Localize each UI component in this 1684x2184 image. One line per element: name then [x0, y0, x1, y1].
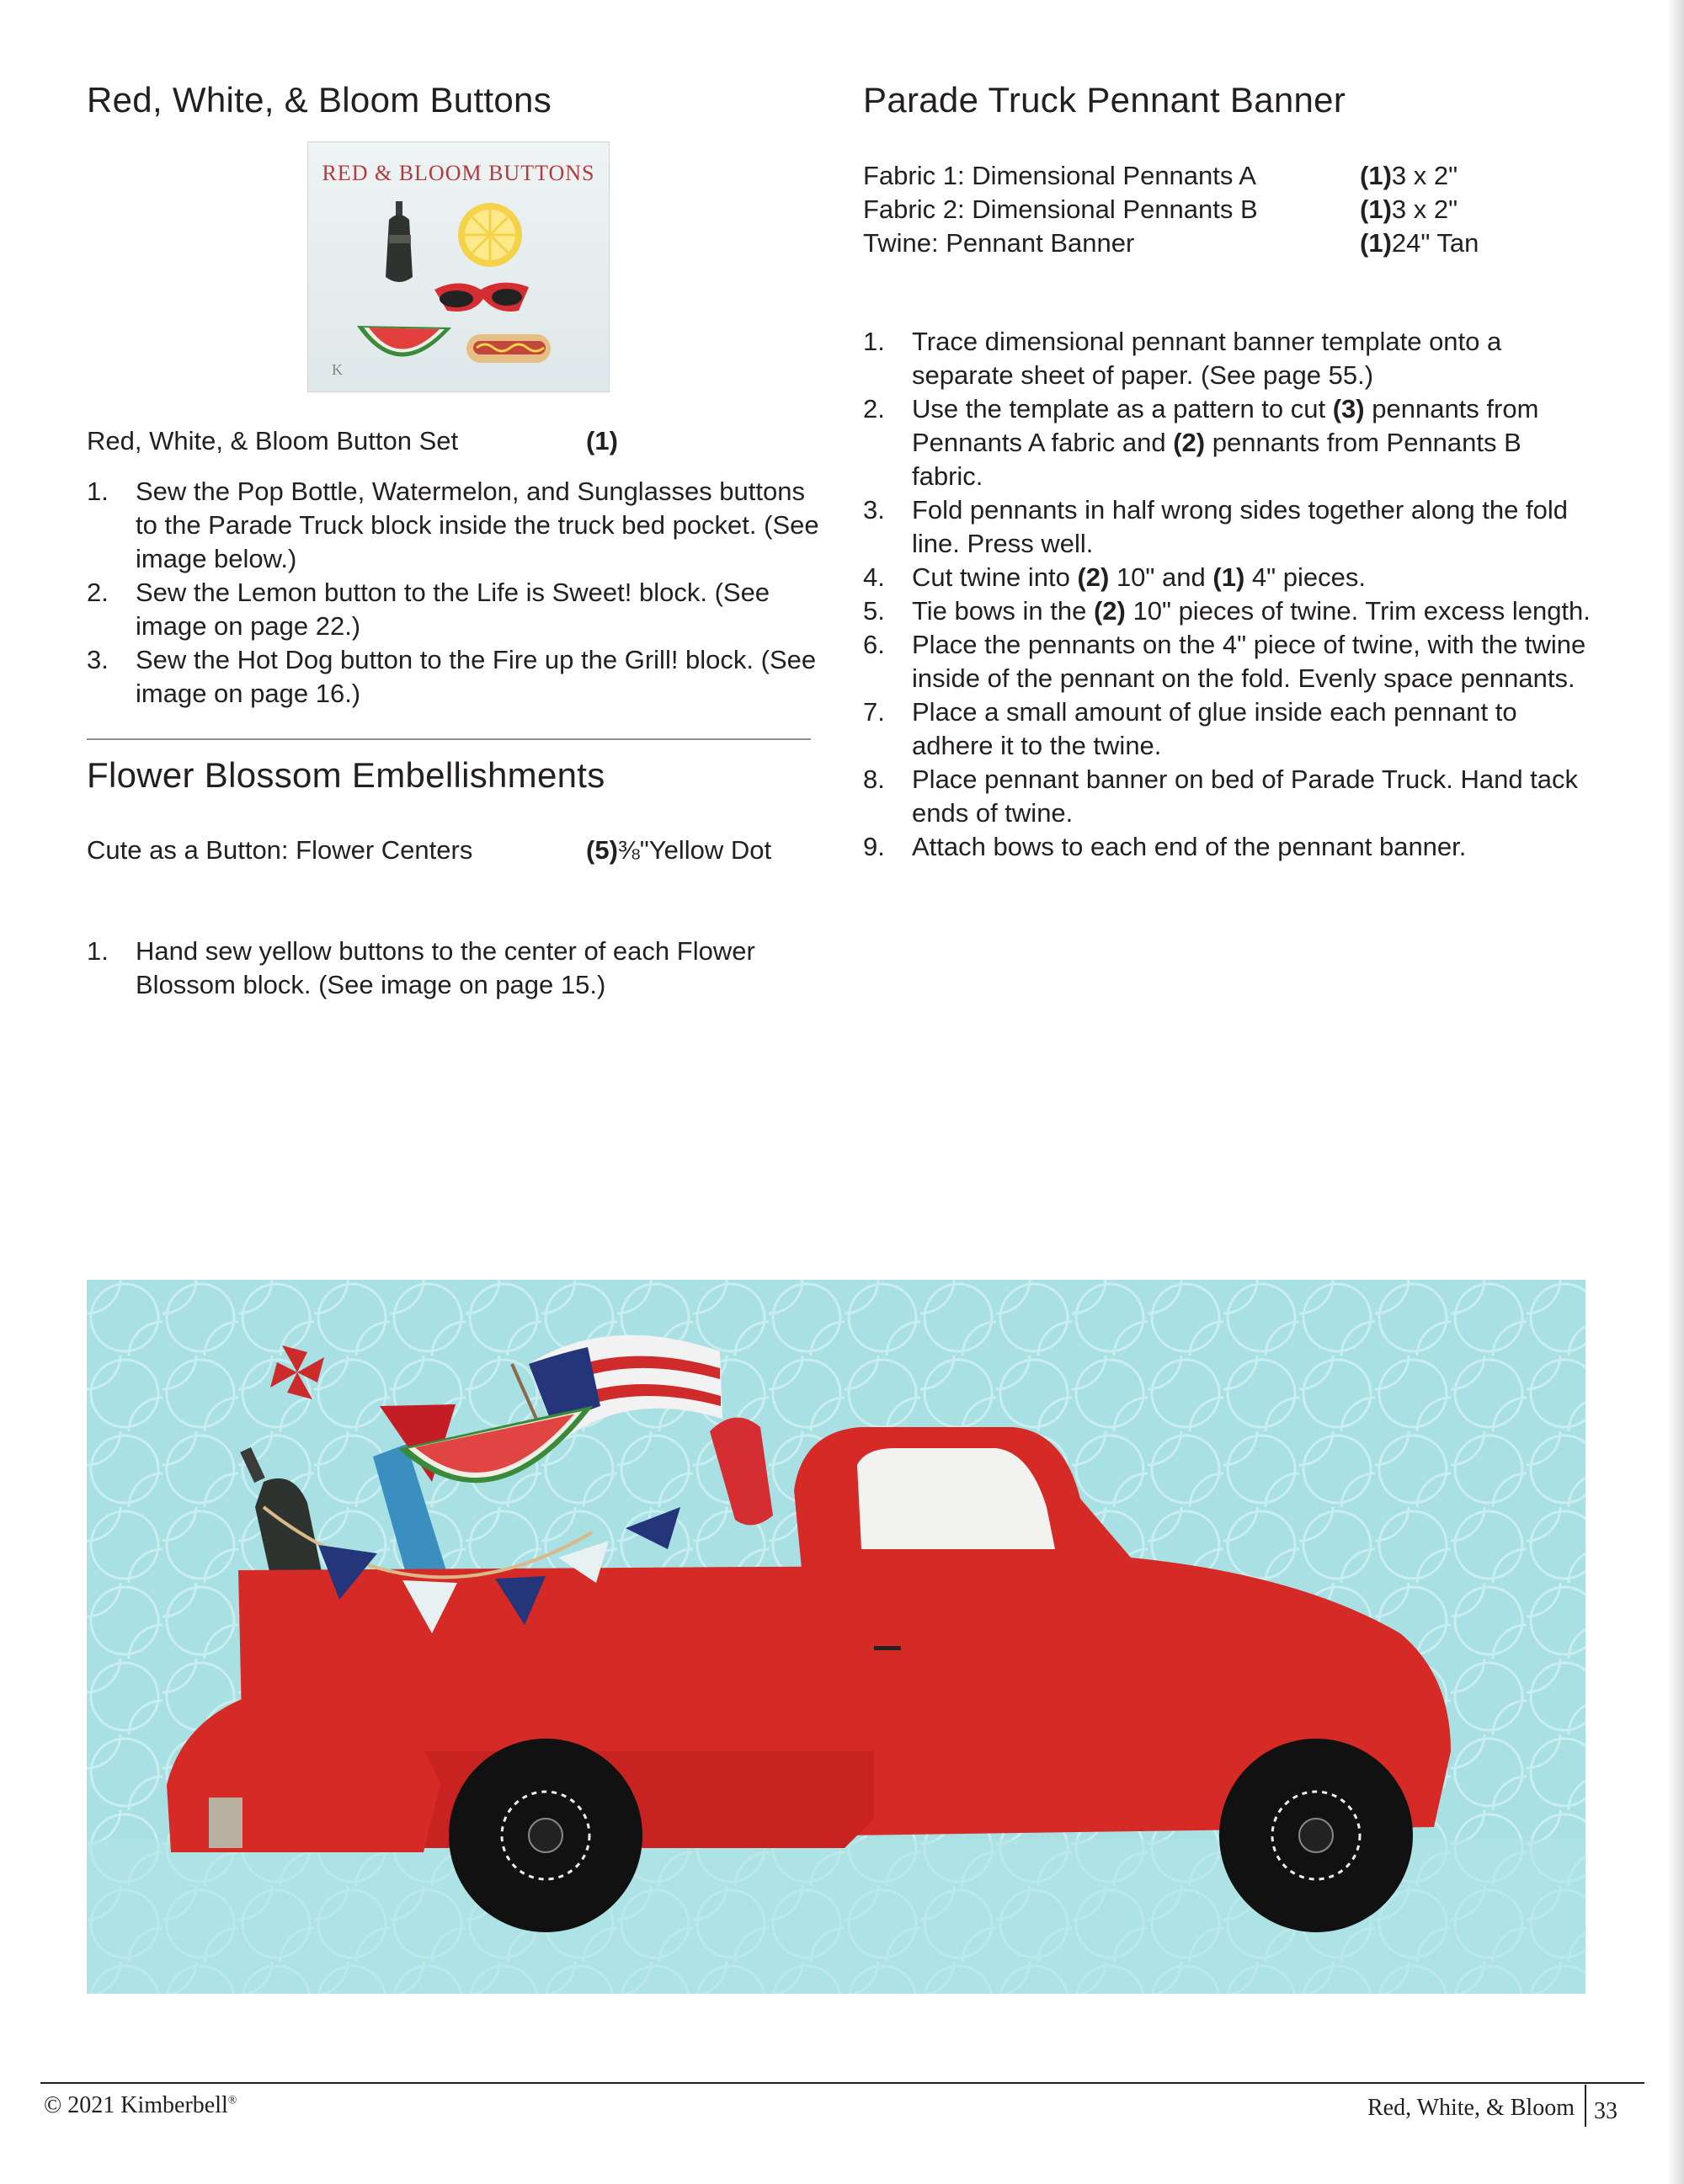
list-item: 6. Place the pennants on the 4" piece of twine, with the twine inside of the pennant on the fold. Evenly space pennants.: [863, 630, 1586, 693]
list-item: 9. Attach bows to each end of the pennant banner.: [863, 832, 1467, 861]
pennant-steps: [863, 325, 1596, 864]
list-item: 7. Place a small amount of glue inside each pennant to adhere it to the twine.: [863, 697, 1517, 760]
footer-separator: [1585, 2085, 1586, 2127]
supply-desc: ⅜"Yellow Dot: [617, 835, 772, 865]
list-item: 2. Sew the Lemon button to the Life is Sweet! block. (See image on page 22.): [87, 578, 770, 641]
hot-dog-button: [466, 334, 551, 363]
front-wheel: [1219, 1739, 1413, 1932]
blossom-supply-row: [87, 834, 771, 867]
supply-row: Fabric 1: Dimensional Pennants A (1) 3 x 2": [863, 161, 1458, 190]
buttons-steps: [87, 475, 819, 711]
supply-item: Red, White, & Bloom Button Set: [87, 426, 459, 455]
card-corner-mark: K: [332, 361, 343, 378]
buttons-supply-row: [87, 424, 618, 458]
sunglasses-button: [434, 283, 529, 312]
list-item: 1. Sew the Pop Bottle, Watermelon, and Sunglasses buttons to the Parade Truck block inside the truck bed pocket. (See image below.): [87, 477, 819, 573]
blossom-section-title: Flower Blossom Embellishments: [87, 755, 605, 795]
supply-item: Cute as a Button: Flower Centers: [87, 835, 473, 865]
footer-rule: [40, 2082, 1644, 2084]
list-item: 3. Sew the Hot Dog button to the Fire up the Grill! block. (See image on page 16.): [87, 645, 817, 708]
pop-bottle-button: [386, 201, 413, 282]
footer-book-title: Red, White, & Bloom: [1367, 2095, 1575, 2121]
list-item: 1. Hand sew yellow buttons to the center of each Flower Blossom block. (See image on page 15.): [87, 936, 755, 999]
supply-qty: (5): [586, 835, 618, 865]
list-item: 8. Place pennant banner on bed of Parade Truck. Hand tack ends of twine.: [863, 764, 1579, 828]
lemon-button: [458, 203, 522, 267]
left-column: [87, 80, 811, 120]
supply-qty: (1): [586, 426, 618, 455]
pennant-section-title: Parade Truck Pennant Banner: [863, 80, 1346, 120]
list-item: 2. Use the template as a pattern to cut (3) pennants from Pennants A fabric and (2) pennants from Pennants B fabric.: [863, 394, 1539, 491]
supply-row: Twine: Pennant Banner (1) 24" Tan: [863, 228, 1479, 258]
list-item: 4. Cut twine into (2) 10" and (1) 4" pieces.: [863, 562, 1366, 592]
supply-row: Fabric 2: Dimensional Pennants B (1) 3 x 2": [863, 194, 1458, 224]
page-edge-shadow: [1667, 0, 1684, 2184]
card-title: RED & BLOOM BUTTONS: [322, 161, 595, 185]
page-number: 33: [1594, 2098, 1617, 2124]
blossom-steps: [87, 935, 819, 1002]
button-set-card: [307, 141, 610, 392]
buttons-section-title: Red, White, & Bloom Buttons: [87, 80, 552, 120]
section-divider: [87, 738, 811, 740]
rear-wheel: [449, 1739, 642, 1932]
footer-copyright: © 2021 Kimberbell®: [44, 2092, 237, 2118]
button-set-illustration: [308, 142, 609, 392]
door-handle: [874, 1646, 901, 1650]
pennant-supplies: [863, 159, 1621, 260]
bumper: [209, 1798, 242, 1848]
list-item: 3. Fold pennants in half wrong sides together along the fold line. Press well.: [863, 495, 1568, 558]
list-item: 5. Tie bows in the (2) 10" pieces of twine. Trim excess length.: [863, 596, 1591, 626]
watermelon-button: [357, 326, 451, 357]
parade-truck-photo: [87, 1280, 1585, 1994]
list-item: 1. Trace dimensional pennant banner template onto a separate sheet of paper. (See page 55.): [863, 327, 1502, 390]
